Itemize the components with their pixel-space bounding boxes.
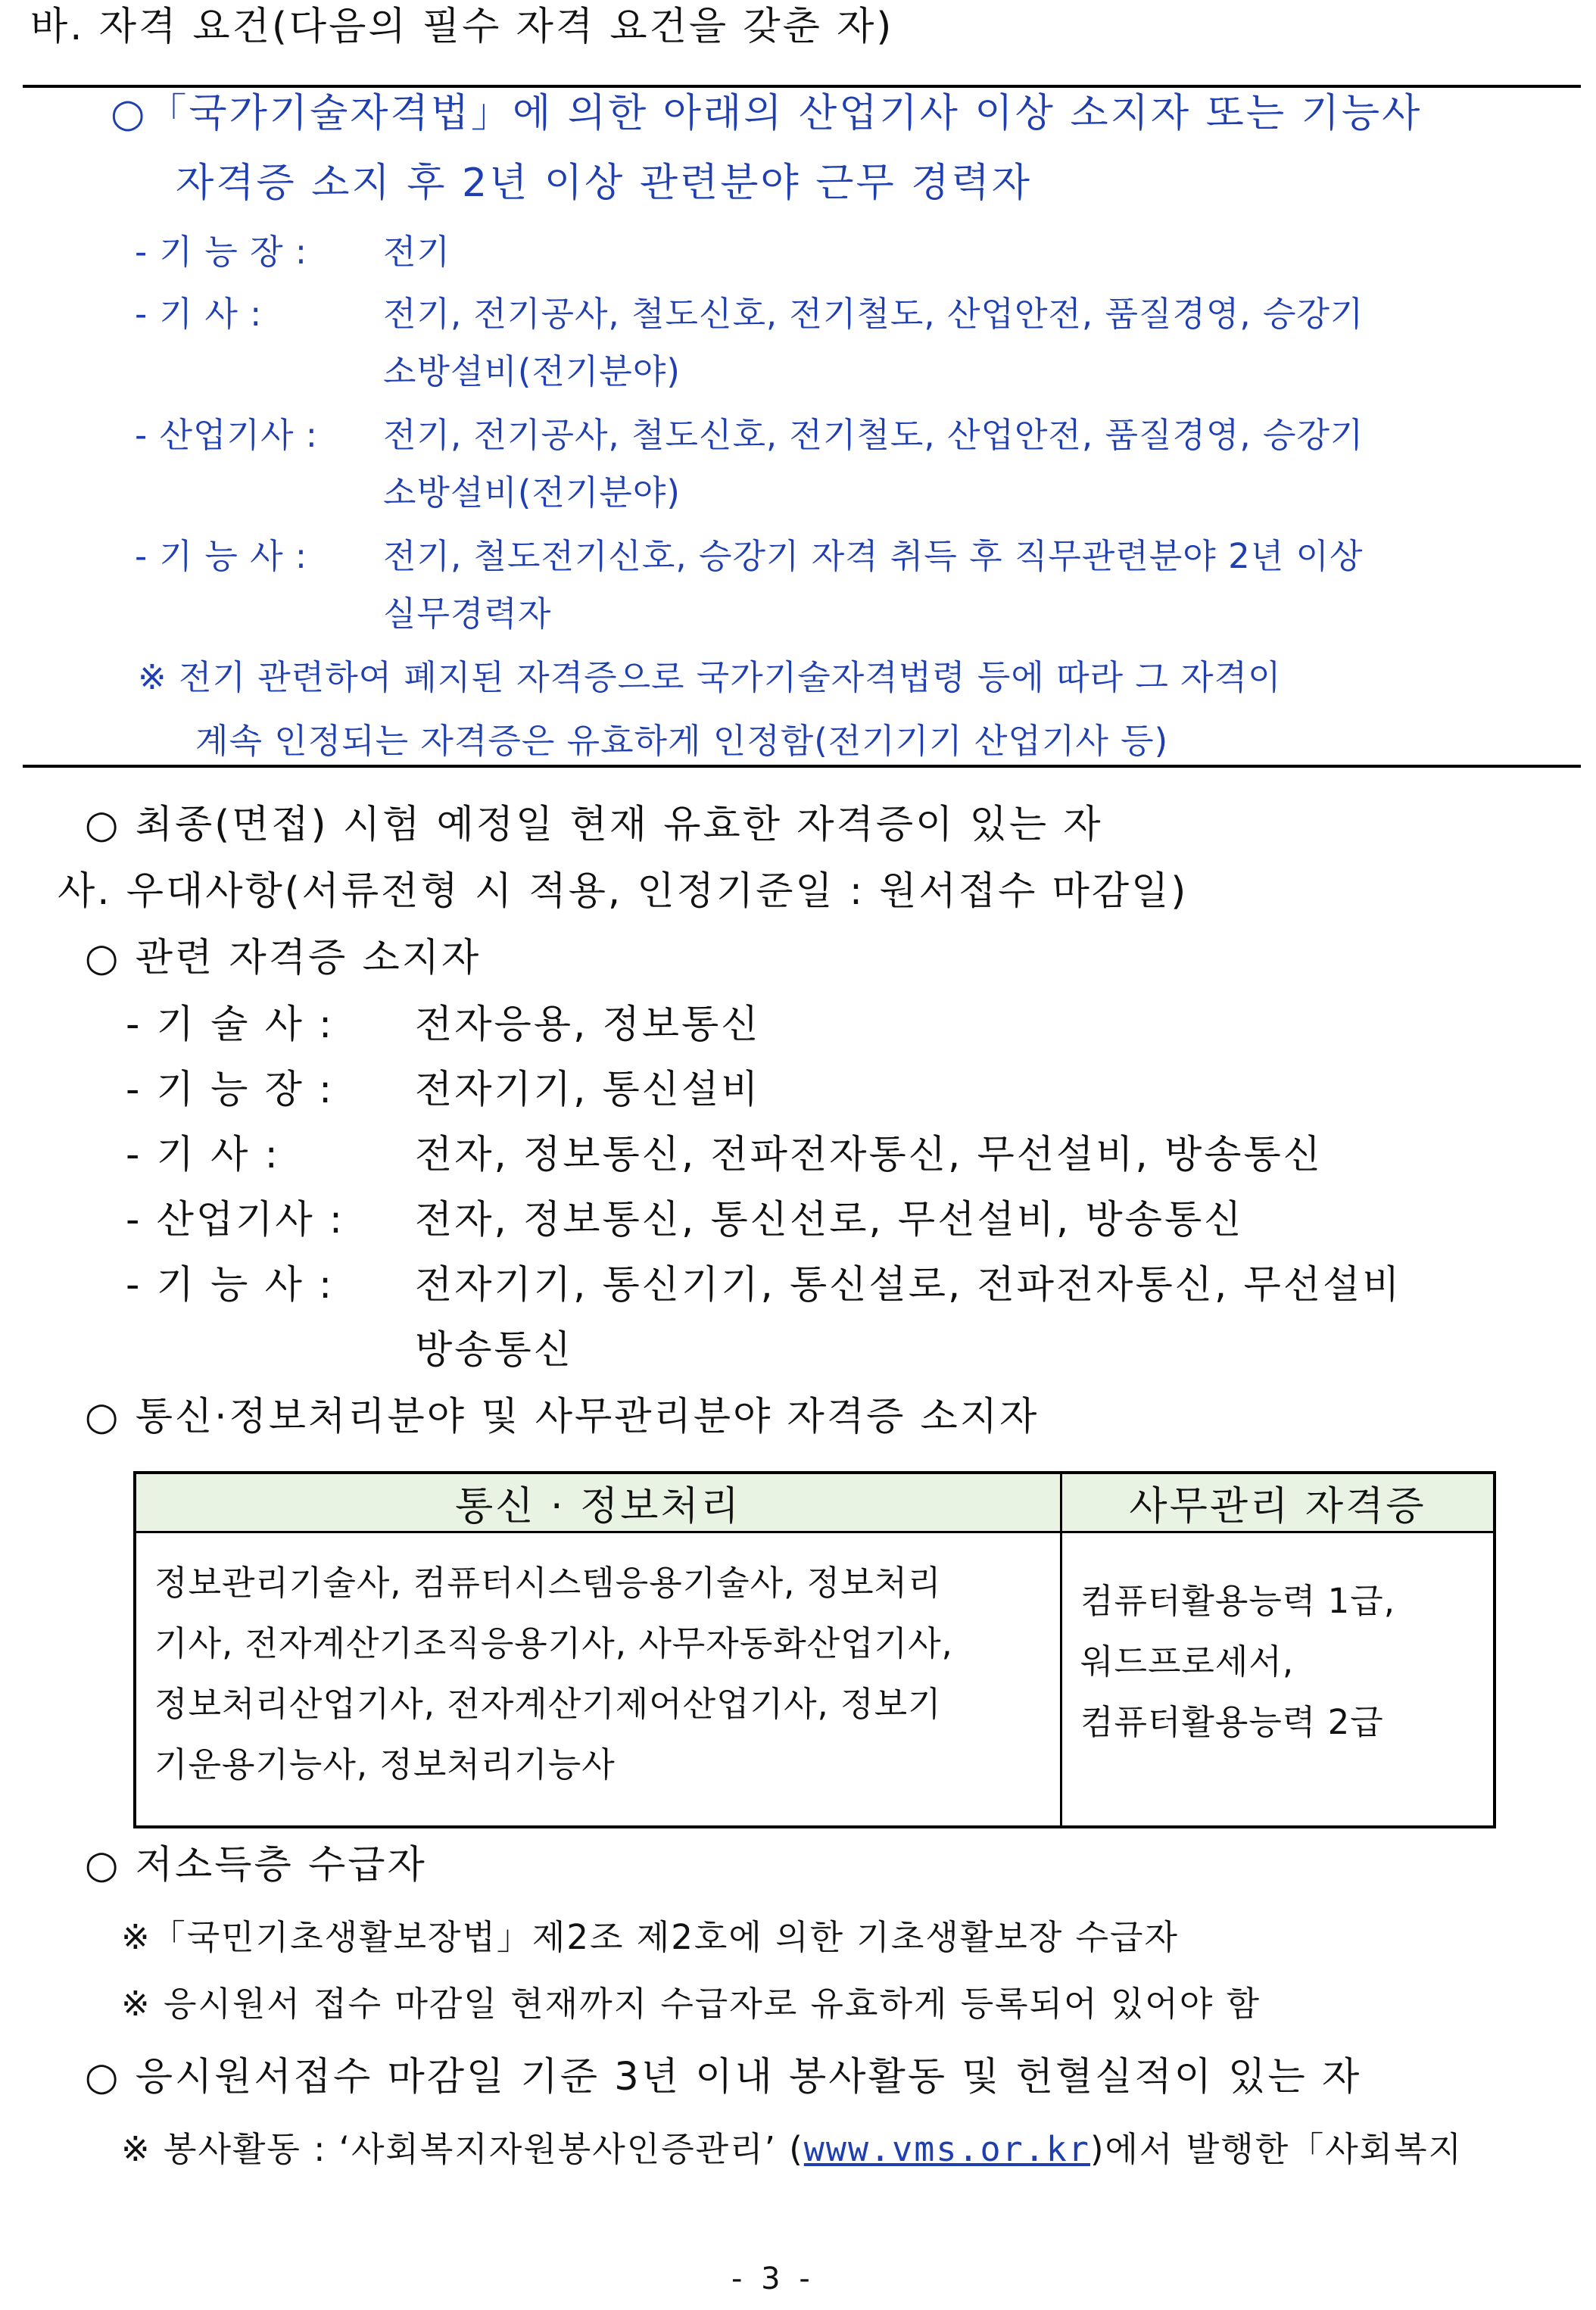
table-cell-line: 컴퓨터활용능력 1급, [1080, 1581, 1395, 1621]
pref-item-value: 전자응용, 정보통신 [415, 1002, 761, 1047]
related-cert-title: ○ 관련 자격증 소지자 [85, 936, 482, 980]
table-cell-office [1061, 1532, 1495, 1828]
requirement-note-line1: ※ 전기 관련하여 폐지된 자격증으로 국가기술자격법령 등에 따라 그 자격이 [138, 657, 1282, 697]
req-item-value: 소방설비(전기분야) [383, 472, 681, 513]
table-cell-line: 컴퓨터활용능력 2급 [1080, 1702, 1384, 1742]
requirement-main-line2: 자격증 소지 후 2년 이상 관련분야 근무 경력자 [176, 161, 1032, 206]
section-ba-heading: 바. 자격 요건(다음의 필수 자격 요건을 갖춘 자) [30, 5, 894, 49]
volunteer-note [121, 2129, 1464, 2169]
pref-item-value: 전자기기, 통신설비 [415, 1068, 761, 1112]
page-number: - 3 - [731, 2262, 815, 2296]
table-row [135, 1532, 1495, 1828]
req-item-label: - 기 사 : [135, 294, 263, 334]
req-item-label: - 기 능 사 : [135, 536, 308, 576]
pref-item-value: 방송통신 [415, 1328, 574, 1373]
table-header-telecom: 통신 · 정보처리 [135, 1473, 1061, 1532]
vms-link[interactable]: www.vms.or.kr [803, 2129, 1090, 2169]
volunteer-note-suffix: )에서 발행한「사회복지 [1089, 2129, 1464, 2169]
telecom-cert-title: ○ 통신·정보처리분야 및 사무관리분야 자격증 소지자 [85, 1395, 1040, 1439]
table-cell-line: 기운용기능사, 정보처리기능사 [154, 1744, 616, 1785]
req-item-value: 소방설비(전기분야) [383, 351, 681, 391]
req-item-label: - 산업기사 : [135, 415, 318, 455]
table-header-office: 사무관리 자격증 [1061, 1473, 1495, 1532]
pref-item-value: 전자, 정보통신, 통신선로, 무선설비, 방송통신 [415, 1198, 1244, 1242]
req-item-label: - 기 능 장 : [135, 232, 308, 272]
req-item-value: 전기, 철도전기신호, 승강기 자격 취득 후 직무관련분야 2년 이상 [383, 536, 1364, 576]
table-cell-line: 정보처리산업기사, 전자계산기제어산업기사, 정보기 [154, 1684, 942, 1724]
table-cell-line: 워드프로세서, [1080, 1641, 1295, 1682]
top-divider [23, 85, 1581, 88]
low-income-title: ○ 저소득층 수급자 [85, 1843, 427, 1888]
req-item-value: 전기, 전기공사, 철도신호, 전기철도, 산업안전, 품질경영, 승강기 [383, 415, 1364, 455]
pref-item-label: - 기 능 장 : [126, 1068, 335, 1112]
table-cell-telecom [135, 1532, 1061, 1828]
table-cell-line: 기사, 전자계산기조직응용기사, 사무자동화산업기사, [154, 1623, 953, 1663]
pref-item-value: 전자기기, 통신기기, 통신설로, 전파전자통신, 무선설비 [415, 1263, 1402, 1308]
pref-item-label: - 기 술 사 : [126, 1002, 335, 1047]
final-exam-requirement: ○ 최종(면접) 시험 예정일 현재 유효한 자격증이 있는 자 [85, 803, 1103, 847]
low-income-note1: ※「국민기초생활보장법」제2조 제2호에 의한 기초생활보장 수급자 [121, 1917, 1179, 1957]
requirement-main-line1: ○「국가기술자격법」에 의한 아래의 산업기사 이상 소지자 또는 기능사 [111, 91, 1423, 136]
req-item-value: 실무경력자 [383, 594, 552, 634]
pref-item-value: 전자, 정보통신, 전파전자통신, 무선설비, 방송통신 [415, 1133, 1323, 1177]
pref-item-label: - 기 능 사 : [126, 1263, 335, 1308]
volunteer-title: ○ 응시원서접수 마감일 기준 3년 이내 봉사활동 및 헌혈실적이 있는 자 [85, 2055, 1362, 2100]
pref-item-label: - 산업기사 : [126, 1198, 345, 1242]
requirement-note-line2: 계속 인정되는 자격증은 유효하게 인정함(전기기기 산업기사 등) [195, 721, 1169, 761]
bottom-divider [23, 765, 1581, 768]
table-cell-line: 정보관리기술사, 컴퓨터시스템응용기술사, 정보처리 [154, 1563, 942, 1603]
low-income-note2: ※ 응시원서 접수 마감일 현재까지 수급자로 유효하게 등록되어 있어야 함 [121, 1984, 1261, 2024]
pref-item-label: - 기 사 : [126, 1133, 280, 1177]
table-header-row [135, 1473, 1495, 1532]
req-item-value: 전기 [383, 232, 450, 272]
req-item-value: 전기, 전기공사, 철도신호, 전기철도, 산업안전, 품질경영, 승강기 [383, 294, 1364, 334]
qualification-table [133, 1471, 1496, 1828]
volunteer-note-prefix: ※ 봉사활동 : ‘사회복지자원봉사인증관리’ ( [121, 2129, 804, 2169]
section-sa-heading: 사. 우대사항(서류전형 시 적용, 인정기준일 : 원서접수 마감일) [58, 869, 1189, 914]
